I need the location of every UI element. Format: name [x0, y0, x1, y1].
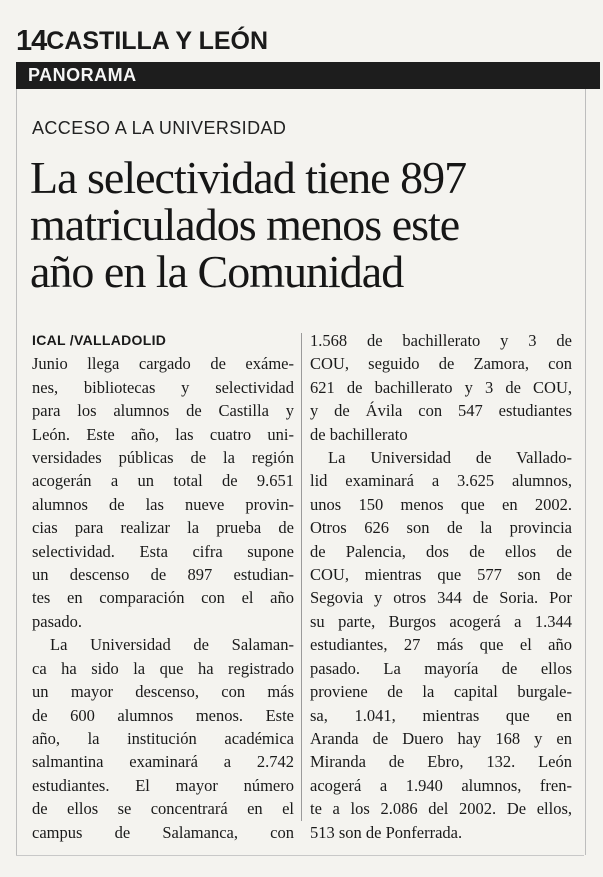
- text-line: de bachillerato: [310, 424, 408, 444]
- text-line: campus de Salamanca, con: [32, 822, 294, 842]
- text-line: Segovia y otros 344 de Soria. Por: [310, 588, 572, 608]
- text-line: La Universidad de Salaman-: [50, 635, 294, 655]
- section-title: CASTILLA Y LEÓN: [46, 27, 269, 55]
- text-line: salmantina examinará a 2.742: [32, 752, 294, 772]
- panorama-label: PANORAMA: [28, 65, 137, 85]
- text-line: su parte, Burgos acogerá a 1.344: [310, 611, 572, 631]
- text-line: de ellos se concentrará en el: [32, 799, 294, 819]
- headline-line: matriculados menos este: [30, 199, 460, 250]
- text-line: ca ha sido la que ha registrado: [32, 658, 294, 678]
- text-line: sa, 1.041, mientras que en: [310, 705, 572, 725]
- right-column: [310, 329, 572, 844]
- text-line: 621 de bachillerato y 3 de COU,: [310, 377, 572, 397]
- text-line: COU, seguido de Zamora, con: [310, 354, 572, 374]
- text-line: y de Ávila con 547 estudiantes: [310, 401, 572, 421]
- text-line: 513 son de Ponferrada.: [310, 822, 463, 842]
- panorama-bar: [16, 62, 600, 89]
- text-line: Otros 626 son de la provincia: [310, 518, 572, 538]
- text-line: La Universidad de Vallado-: [328, 448, 572, 468]
- headline-line: año en la Comunidad: [30, 246, 404, 297]
- text-line: un mayor descenso, con más: [32, 682, 294, 702]
- page-header: [16, 26, 596, 56]
- text-line: para los alumnos de Castilla y: [32, 401, 294, 421]
- column-divider: [301, 333, 302, 821]
- text-line: acogerán a un total de 9.651: [32, 471, 294, 491]
- text-line: un descenso de 897 estudian-: [32, 565, 294, 585]
- text-line: Aranda de Duero hay 168 y en: [310, 728, 572, 748]
- text-line: COU, mientras que 577 son de: [310, 565, 572, 585]
- page-number: 14: [16, 25, 47, 57]
- text-line: acogerá a 1.940 alumnos, fren-: [310, 775, 572, 795]
- text-line: de Palencia, dos de ellos de: [310, 541, 572, 561]
- text-line: 1.568 de bachillerato y 3 de: [310, 331, 572, 350]
- text-line: alumnos de las nueve provin-: [32, 494, 294, 514]
- left-column: [32, 329, 294, 844]
- text-line: pasado. La mayoría de ellos: [310, 658, 572, 678]
- text-line: proviene de la capital burgale-: [310, 682, 572, 702]
- bottom-rule: [16, 855, 584, 856]
- text-line: pasado.: [32, 611, 82, 631]
- text-line: te a los 2.086 del 2002. De ellos,: [310, 799, 572, 819]
- text-line: estudiantes. El mayor número: [32, 775, 294, 795]
- text-line: Junio llega cargado de exáme-: [32, 354, 294, 374]
- text-line: versidades públicas de la región: [32, 448, 294, 468]
- text-line: estudiantes, 27 más que el año: [310, 635, 572, 655]
- text-line: nes, bibliotecas y selectividad: [32, 377, 294, 397]
- text-line: Miranda de Ebro, 132. León: [310, 752, 572, 772]
- headline-line: La selectividad tiene 897: [30, 152, 467, 203]
- text-line: de 600 alumnos menos. Este: [32, 705, 294, 725]
- byline: ICAL /VALLADOLID: [32, 332, 167, 348]
- article-kicker: ACCESO A LA UNIVERSIDAD: [32, 118, 287, 138]
- text-line: León. Este año, las cuatro uni-: [32, 424, 294, 444]
- text-line: tes en comparación con el año: [32, 588, 294, 608]
- text-line: cias para realizar la prueba de: [32, 518, 294, 538]
- text-line: unos 150 menos que en 2002.: [310, 494, 572, 514]
- text-line: año, la institución académica: [32, 728, 294, 748]
- article-headline: [30, 154, 590, 295]
- text-line: lid examinará a 3.625 alumnos,: [310, 471, 572, 491]
- text-line: selectividad. Esta cifra supone: [32, 541, 294, 561]
